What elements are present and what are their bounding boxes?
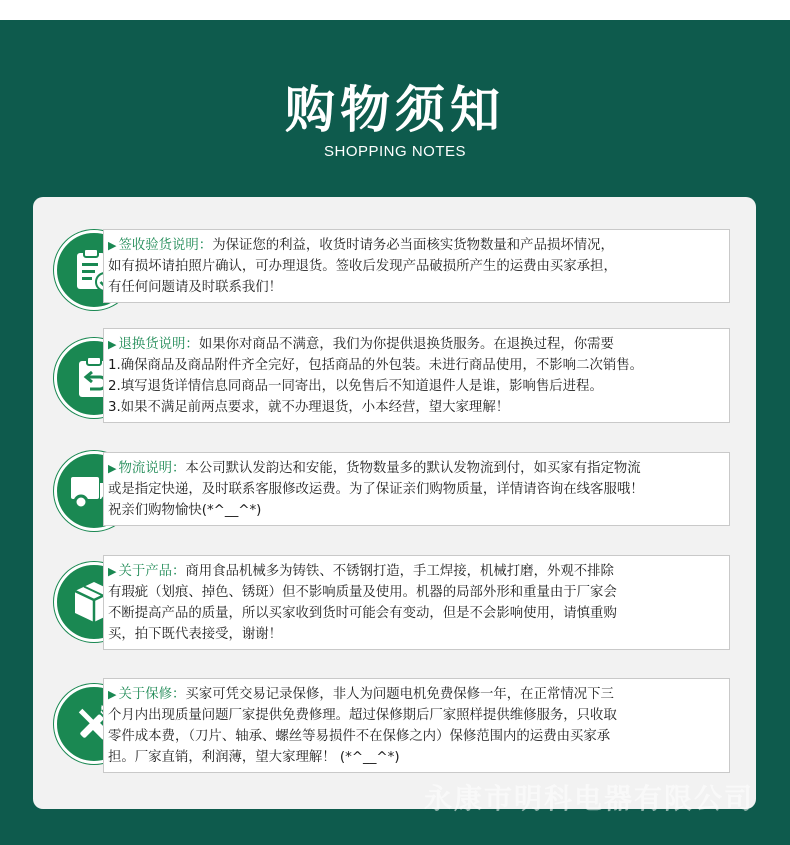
section-label: 关于保修：	[118, 687, 186, 702]
arrow-icon: ▶	[108, 462, 117, 475]
section-line: 买，拍下既代表接受，谢谢！	[108, 627, 283, 642]
section-line	[108, 684, 725, 705]
section-receiving	[103, 229, 730, 303]
section-line: 2.填写退货详情信息同商品一同寄出，以免售后不知道退件人是谁，影响售后进程。	[108, 379, 603, 394]
section-label: 关于产品：	[118, 564, 186, 579]
arrow-icon: ▶	[108, 239, 117, 252]
section-warranty	[103, 678, 730, 773]
section-line: 3.如果不满足前两点要求，就不办理退货，小本经营，望大家理解！	[108, 400, 510, 415]
section-shipping	[103, 452, 730, 526]
section-line: 个月内出现质量问题厂家提供免费修理。超过保修期后厂家照样提供维修服务，只收取	[108, 708, 617, 723]
section-label: 物流说明：	[118, 461, 186, 476]
section-text: 如果你对商品不满意，我们为你提供退换货服务。在退换过程，你需要	[198, 337, 614, 352]
section-line	[108, 334, 725, 355]
section-line: 有瑕疵（划痕、掉色、锈斑）但不影响质量及使用。机器的局部外形和重量由于厂家会	[108, 585, 617, 600]
section-line: 零件成本费，（刀片、轴承、螺丝等易损件不在保修之内）保修范围内的运费由买家承	[108, 729, 611, 744]
section-text: 本公司默认发韵达和安能，货物数量多的默认发物流到付，如买家有指定物流	[185, 461, 641, 476]
section-line	[108, 561, 725, 582]
section-line: 不断提高产品的质量，所以买家收到货时可能会有变动，但是不会影响使用，请慎重购	[108, 606, 617, 621]
section-line: 或是指定快递，及时联系客服修改运费。为了保证亲们购物质量，详情请咨询在线客服哦！	[108, 482, 644, 497]
arrow-icon: ▶	[108, 338, 117, 351]
section-label: 退换货说明：	[118, 337, 199, 352]
section-line: 担。厂家直销，利润薄，望大家理解！ (*^__^*)	[108, 750, 400, 765]
arrow-icon: ▶	[108, 565, 117, 578]
section-line: 祝亲们购物愉快(*^__^*)	[108, 503, 262, 518]
section-text: 商用食品机械多为铸铁、不锈钢打造，手工焊接，机械打磨，外观不排除	[185, 564, 614, 579]
arrow-icon: ▶	[108, 688, 117, 701]
section-line	[108, 235, 725, 256]
section-line: 如有损坏请拍照片确认，可办理退货。签收后发现产品破损所产生的运费由买家承担，	[108, 259, 617, 274]
page-subtitle: SHOPPING NOTES	[323, 143, 467, 160]
page-title: 购物须知	[285, 81, 505, 139]
section-label: 签收验货说明：	[118, 238, 213, 253]
section-line: 1.确保商品及商品附件齐全完好，包括商品的外包装。未进行商品使用，不影响二次销售。	[108, 358, 644, 373]
company-watermark: 永康市明科电器有限公司	[423, 782, 754, 815]
section-product	[103, 555, 730, 650]
section-text: 为保证您的利益，收货时请务必当面核实货物数量和产品损坏情况，	[212, 238, 614, 253]
section-line: 有任何问题请及时联系我们！	[108, 280, 283, 295]
section-text: 买家可凭交易记录保修，非人为问题电机免费保修一年，在正常情况下三	[185, 687, 614, 702]
section-returns	[103, 328, 730, 423]
section-line	[108, 458, 725, 479]
